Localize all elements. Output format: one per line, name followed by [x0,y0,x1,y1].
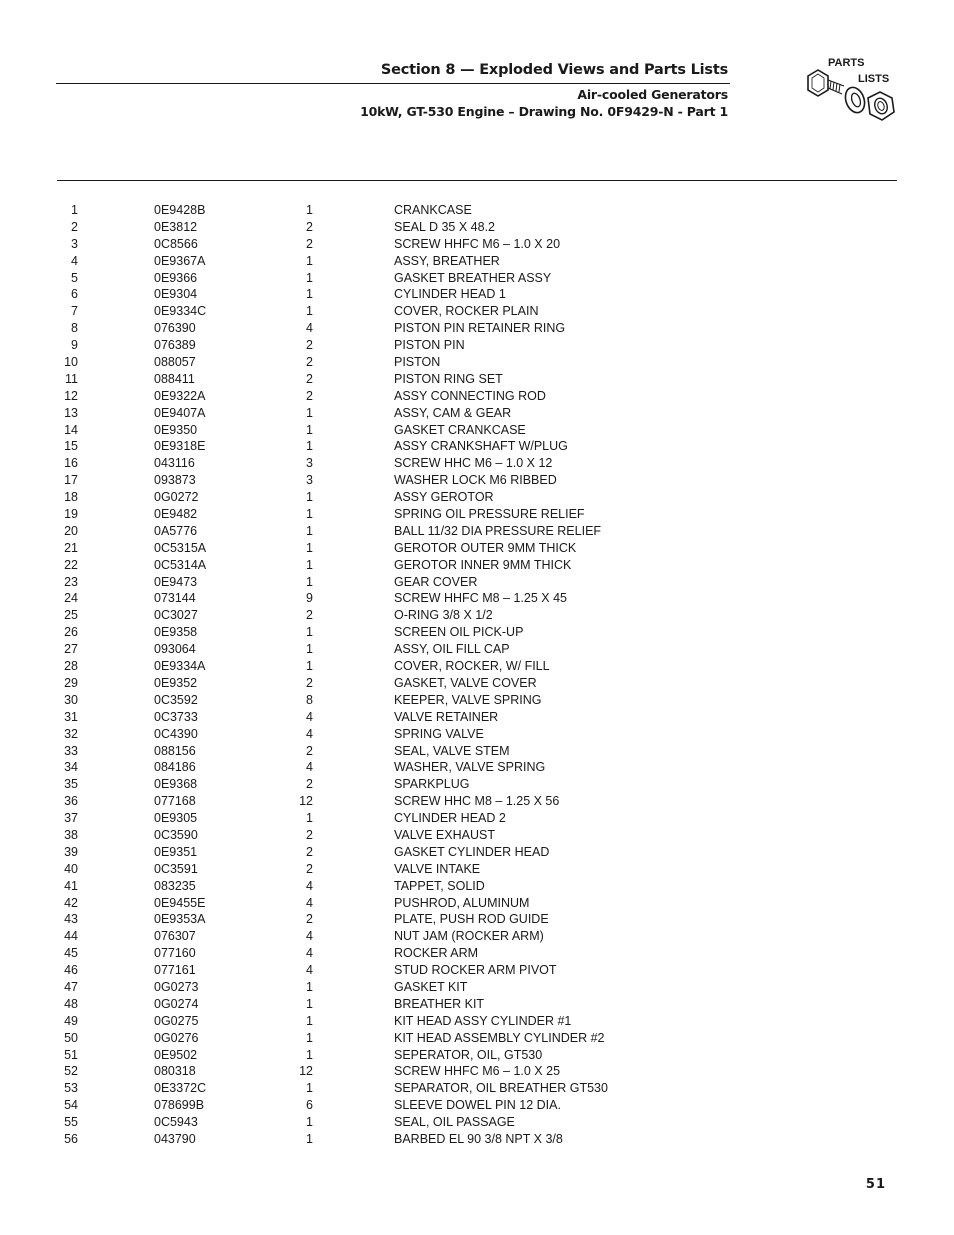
description: SPRING OIL PRESSURE RELIEF [394,507,585,522]
description: CYLINDER HEAD 1 [394,287,506,302]
quantity: 1 [306,270,313,285]
description: SCREW HHC M6 – 1.0 X 12 [394,456,553,471]
quantity: 4 [306,760,313,775]
description: O-RING 3/8 X 1/2 [394,608,493,623]
description: ASSY CONNECTING ROD [394,388,546,403]
description: PLATE, PUSH ROD GUIDE [394,912,549,927]
part-number: 077168 [154,794,196,809]
quantity: 1 [306,405,313,420]
item-number: 54 [64,1098,78,1113]
description: ASSY, BREATHER [394,253,500,268]
item-number: 4 [71,253,78,268]
description: GASKET CRANKCASE [394,422,526,437]
description: SEPARATOR, OIL BREATHER GT530 [394,1081,608,1096]
part-number: 084186 [154,760,196,775]
item-number: 30 [64,692,78,707]
item-number: 36 [64,794,78,809]
part-number: 0A5776 [154,523,198,538]
part-number: 076390 [154,321,196,336]
part-number: 0E9318E [154,439,206,454]
parts-row [0,557,954,574]
item-number: 49 [64,1013,78,1028]
item-number: 20 [64,523,78,538]
quantity: 4 [306,963,313,978]
part-number: 0E9482 [154,507,198,522]
parts-row [0,726,954,743]
item-number: 19 [64,507,78,522]
item-number: 11 [65,371,78,386]
quantity: 12 [299,794,313,809]
quantity: 1 [306,203,313,217]
item-number: 47 [64,979,78,994]
item-number: 48 [64,996,78,1011]
item-number: 46 [64,963,78,978]
description: PISTON PIN RETAINER RING [394,321,566,336]
description: SEPERATOR, OIL, GT530 [394,1047,543,1062]
item-number: 52 [64,1064,78,1079]
parts-row [0,1063,954,1080]
parts-row [0,270,954,287]
part-number: 093064 [154,642,196,657]
item-number: 34 [64,760,78,775]
item-number: 16 [64,456,78,471]
description: ASSY, CAM & GEAR [394,405,512,420]
part-number: 088057 [154,355,196,370]
item-number: 51 [64,1047,78,1062]
parts-row [0,776,954,793]
quantity: 2 [306,219,313,234]
description: GASKET KIT [394,979,468,994]
description: SCREW HHC M8 – 1.25 X 56 [394,794,560,809]
parts-row [0,878,954,895]
parts-row [0,945,954,962]
parts-row [0,523,954,540]
part-number: 076307 [154,929,196,944]
quantity: 4 [306,878,313,893]
quantity: 2 [306,844,313,859]
item-number: 10 [64,355,78,370]
part-number: 0E9353A [154,912,206,927]
parts-row [0,590,954,607]
quantity: 1 [306,642,313,657]
item-number: 44 [64,929,78,944]
part-number: 078699B [154,1098,205,1113]
quantity: 1 [306,1081,313,1096]
part-number: 0G0273 [154,979,199,994]
description: KEEPER, VALVE SPRING [394,692,542,707]
item-number: 6 [71,287,78,302]
part-number: 0C5315A [154,540,207,555]
part-number: 0C3591 [154,861,198,876]
item-number: 35 [64,777,78,792]
quantity: 1 [306,996,313,1011]
part-number: 0E3372C [154,1081,207,1096]
parts-row [0,928,954,945]
part-number: 0E9502 [154,1047,198,1062]
quantity: 1 [306,625,313,640]
item-number: 15 [64,439,78,454]
description: SCREW HHFC M6 – 1.0 X 20 [394,236,561,251]
parts-row [0,489,954,506]
description: WASHER, VALVE SPRING [394,760,546,775]
part-number: 0E9304 [154,287,198,302]
description: STUD ROCKER ARM PIVOT [394,963,557,978]
item-number: 7 [71,304,78,319]
item-number: 27 [64,642,78,657]
item-number: 28 [64,659,78,674]
part-number: 083235 [154,878,196,893]
quantity: 2 [306,861,313,876]
part-number: 077160 [154,946,196,961]
parts-row [0,303,954,320]
quantity: 1 [306,574,313,589]
quantity: 1 [306,811,313,826]
item-number: 32 [64,726,78,741]
description: PUSHROD, ALUMINUM [394,895,530,910]
parts-row [0,371,954,388]
item-number: 45 [64,946,78,961]
item-number: 17 [64,473,78,488]
parts-row [0,219,954,236]
description: VALVE INTAKE [394,861,481,876]
parts-row [0,320,954,337]
parts-list [0,202,954,1148]
description: VALVE EXHAUST [394,827,495,842]
quantity: 1 [306,1030,313,1045]
parts-row [0,1080,954,1097]
parts-row [0,1114,954,1131]
quantity: 6 [306,1098,313,1113]
part-number: 0E9352 [154,675,198,690]
parts-row [0,827,954,844]
part-number: 088156 [154,743,196,758]
parts-row [0,405,954,422]
part-number: 0E9305 [154,811,198,826]
item-number: 3 [71,236,78,251]
quantity: 1 [306,523,313,538]
quantity: 1 [306,1115,313,1130]
parts-row [0,844,954,861]
quantity: 4 [306,726,313,741]
parts-row [0,810,954,827]
part-number: 0C5314A [154,557,207,572]
part-number: 0E9334A [154,659,206,674]
part-number: 043790 [154,1131,196,1146]
quantity: 1 [306,659,313,674]
parts-row [0,709,954,726]
description: ASSY, OIL FILL CAP [394,642,510,657]
item-number: 13 [64,405,78,420]
description: SPRING VALVE [394,726,484,741]
section-title-block [381,62,728,78]
parts-row [0,286,954,303]
description: TAPPET, SOLID [394,878,485,893]
quantity: 4 [306,321,313,336]
quantity: 4 [306,709,313,724]
part-number: 0E9455E [154,895,206,910]
parts-row [0,202,954,219]
parts-row [0,1013,954,1030]
item-number: 50 [64,1030,78,1045]
item-number: 56 [64,1131,78,1146]
quantity: 1 [306,507,313,522]
part-number: 0G0272 [154,490,199,505]
part-number: 0C3592 [154,692,198,707]
description: CYLINDER HEAD 2 [394,811,506,826]
item-number: 39 [64,844,78,859]
quantity: 1 [306,1013,313,1028]
quantity: 1 [306,422,313,437]
item-number: 21 [64,540,78,555]
part-number: 0E9368 [154,777,198,792]
quantity: 1 [306,1047,313,1062]
part-number: 0E9367A [154,253,206,268]
description: KIT HEAD ASSEMBLY CYLINDER #2 [394,1030,605,1045]
parts-row [0,911,954,928]
description: GASKET, VALVE COVER [394,675,537,690]
description: ASSY GEROTOR [394,490,494,505]
description: GASKET CYLINDER HEAD [394,844,550,859]
parts-row [0,388,954,405]
quantity: 2 [306,675,313,690]
item-number: 43 [64,912,78,927]
part-number: 077161 [154,963,196,978]
item-number: 26 [64,625,78,640]
description: NUT JAM (ROCKER ARM) [394,929,544,944]
part-number: 0E9428B [154,203,206,217]
quantity: 2 [306,743,313,758]
quantity: 3 [306,473,313,488]
logo-lists-text: LISTS [858,73,890,85]
parts-row [0,743,954,760]
part-number: 080318 [154,1064,196,1079]
parts-row [0,422,954,439]
item-number: 29 [64,675,78,690]
parts-row [0,574,954,591]
quantity: 1 [306,557,313,572]
part-number: 088411 [154,371,195,386]
parts-row [0,337,954,354]
logo-parts-text: PARTS [828,57,865,69]
item-number: 53 [64,1081,78,1096]
description: GEROTOR INNER 9MM THICK [394,557,572,572]
part-number: 0C4390 [154,726,198,741]
parts-row [0,658,954,675]
description: VALVE RETAINER [394,709,499,724]
item-number: 37 [64,811,78,826]
parts-row [0,1097,954,1114]
description: BARBED EL 90 3/8 NPT X 3/8 [394,1131,563,1146]
parts-row [0,455,954,472]
quantity: 2 [306,912,313,927]
item-number: 23 [64,574,78,589]
item-number: 41 [64,878,78,893]
quantity: 3 [306,456,313,471]
header-rule [56,83,730,84]
parts-row [0,236,954,253]
description: SCREEN OIL PICK-UP [394,625,524,640]
parts-row [0,354,954,371]
parts-row [0,895,954,912]
description: SEAL, VALVE STEM [394,743,510,758]
quantity: 1 [306,490,313,505]
description: KIT HEAD ASSY CYLINDER #1 [394,1013,572,1028]
description: SCREW HHFC M8 – 1.25 X 45 [394,591,567,606]
quantity: 2 [306,827,313,842]
parts-row [0,438,954,455]
item-number: 40 [64,861,78,876]
parts-row [0,962,954,979]
quantity: 8 [306,692,313,707]
quantity: 9 [306,591,313,606]
part-number: 0E3812 [154,219,198,234]
parts-row [0,979,954,996]
part-number: 043116 [154,456,195,471]
part-number: 0E9322A [154,388,206,403]
quantity: 1 [306,304,313,319]
part-number: 0E9350 [154,422,198,437]
part-number: 093873 [154,473,196,488]
part-number: 0G0275 [154,1013,199,1028]
parts-row [0,1047,954,1064]
parts-row [0,793,954,810]
description: SEAL D 35 X 48.2 [394,219,495,234]
description: BREATHER KIT [394,996,485,1011]
quantity: 4 [306,929,313,944]
description: COVER, ROCKER, W/ FILL [394,659,550,674]
item-number: 55 [64,1115,78,1130]
description: CRANKCASE [394,203,472,217]
part-number: 0E9407A [154,405,206,420]
item-number: 12 [64,388,78,403]
quantity: 2 [306,236,313,251]
quantity: 2 [306,355,313,370]
item-number: 33 [64,743,78,758]
parts-row [0,472,954,489]
item-number: 14 [64,422,78,437]
parts-row [0,624,954,641]
description: GEROTOR OUTER 9MM THICK [394,540,577,555]
part-number: 073144 [154,591,196,606]
quantity: 1 [306,979,313,994]
description: WASHER LOCK M6 RIBBED [394,473,557,488]
parts-row [0,1030,954,1047]
quantity: 4 [306,895,313,910]
part-number: 0E9351 [154,844,198,859]
item-number: 9 [71,338,78,353]
description: SLEEVE DOWEL PIN 12 DIA. [394,1098,561,1113]
item-number: 25 [64,608,78,623]
parts-row [0,1131,954,1148]
item-number: 8 [71,321,78,336]
parts-row [0,692,954,709]
subtitle-generators: Air-cooled Generators [577,87,728,102]
part-number: 0E9334C [154,304,207,319]
page-number: 51 [865,1177,886,1192]
quantity: 4 [306,946,313,961]
quantity: 1 [306,540,313,555]
description: COVER, ROCKER PLAIN [394,304,539,319]
quantity: 1 [306,253,313,268]
part-number: 076389 [154,338,196,353]
parts-row [0,641,954,658]
quantity: 1 [306,439,313,454]
description: SEAL, OIL PASSAGE [394,1115,515,1130]
part-number: 0E9358 [154,625,198,640]
quantity: 2 [306,608,313,623]
description: ROCKER ARM [394,946,479,961]
part-number: 0E9473 [154,574,198,589]
section-title: Section 8 — Exploded Views and Parts Lists [380,62,728,78]
parts-row [0,253,954,270]
item-number: 22 [64,557,78,572]
quantity: 2 [306,777,313,792]
parts-row [0,506,954,523]
description: PISTON RING SET [394,371,503,386]
item-number: 1 [71,203,78,217]
item-number: 2 [71,219,78,234]
parts-row [0,675,954,692]
part-number: 0C3733 [154,709,198,724]
description: GEAR COVER [394,574,478,589]
quantity: 12 [299,1064,313,1079]
description: SPARKPLUG [394,777,470,792]
quantity: 1 [306,287,313,302]
part-number: 0G0274 [154,996,199,1011]
description: SCREW HHFC M6 – 1.0 X 25 [394,1064,561,1079]
parts-row [0,607,954,624]
parts-row [0,540,954,557]
part-number: 0C5943 [154,1115,198,1130]
part-number: 0C3027 [154,608,198,623]
parts-row [0,861,954,878]
description: BALL 11/32 DIA PRESSURE RELIEF [394,523,602,538]
nut-bolt-washer-icon [800,54,900,130]
item-number: 38 [64,827,78,842]
quantity: 2 [306,338,313,353]
item-number: 18 [64,490,78,505]
subtitle-drawing: 10kW, GT-530 Engine – Drawing No. 0F9429-N - Part 1 [360,104,728,119]
quantity: 2 [306,388,313,403]
description: PISTON [394,355,441,370]
item-number: 31 [64,709,78,724]
item-number: 5 [71,270,78,285]
part-number: 0G0276 [154,1030,199,1045]
description: PISTON PIN [394,338,465,353]
item-number: 42 [64,895,78,910]
parts-row [0,759,954,776]
quantity: 2 [306,371,313,386]
part-number: 0C8566 [154,236,198,251]
content-rule [57,180,897,181]
description: ASSY CRANKSHAFT W/PLUG [394,439,568,454]
quantity: 1 [306,1131,313,1146]
item-number: 24 [64,591,78,606]
parts-row [0,996,954,1013]
description: GASKET BREATHER ASSY [394,270,552,285]
part-number: 0C3590 [154,827,198,842]
part-number: 0E9366 [154,270,198,285]
